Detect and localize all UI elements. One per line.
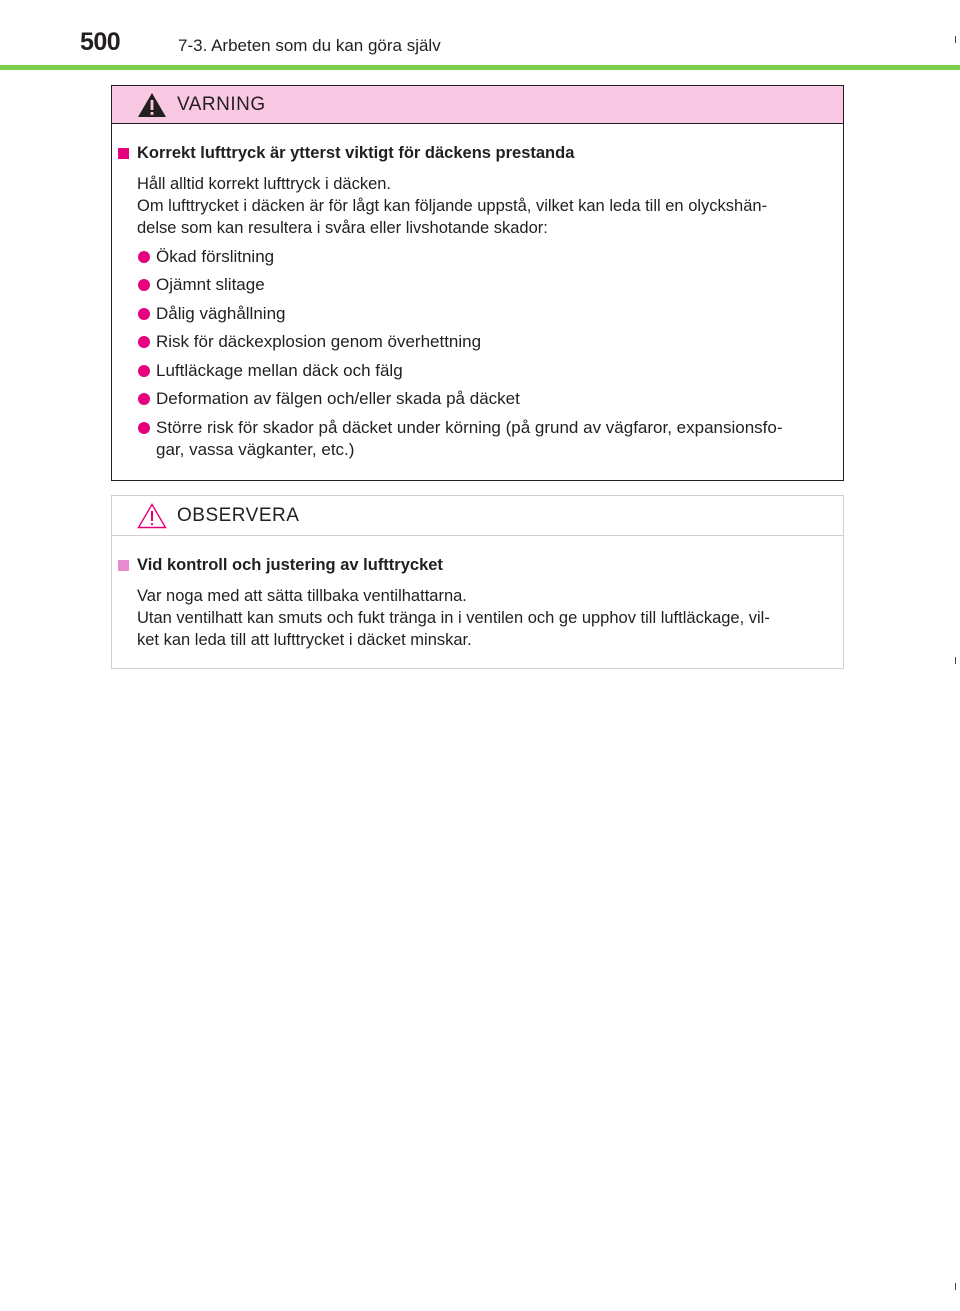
crop-mark xyxy=(955,36,956,43)
crop-mark xyxy=(955,657,956,664)
warning-bullet-list xyxy=(118,246,833,461)
warning-subheading-text: Korrekt lufttryck är ytterst viktigt för däckens prestanda xyxy=(137,144,575,162)
page-header xyxy=(0,0,960,70)
warning-triangle-icon xyxy=(137,92,167,118)
warning-subheading xyxy=(118,144,833,163)
circle-bullet-icon xyxy=(138,393,150,405)
list-item xyxy=(118,331,833,353)
list-item xyxy=(118,417,833,461)
warning-line: Håll alltid korrekt lufttryck i däcken. xyxy=(137,175,392,193)
list-item-text: Ojämnt slitage xyxy=(156,275,265,294)
notice-line: Utan ventilhatt kan smuts och fukt tränga in i ventilen och ge upphov till luftläckage, vil- xyxy=(137,609,770,627)
notice-title: OBSERVERA xyxy=(177,504,300,526)
notice-body xyxy=(112,536,843,651)
warning-body xyxy=(112,124,843,461)
notice-line: ket kan leda till att lufttrycket i däcket minskar. xyxy=(137,631,472,649)
circle-bullet-icon xyxy=(138,422,150,434)
notice-paragraph xyxy=(137,585,833,651)
notice-subheading xyxy=(118,556,833,575)
list-item-text: Risk för däckexplosion genom överhettning xyxy=(156,332,482,351)
list-item-text: Deformation av fälgen och/eller skada på däcket xyxy=(156,389,520,408)
square-bullet-icon xyxy=(118,148,129,159)
list-item-text: Större risk för skador på däcket under körning (på grund av vägfaror, expansionsfo- gar, vassa vägkanter, etc.) xyxy=(156,417,783,459)
warning-paragraph xyxy=(137,173,833,239)
list-item-text: Ökad förslitning xyxy=(156,246,275,266)
square-bullet-icon xyxy=(118,560,129,571)
warning-box xyxy=(111,85,844,481)
warning-title: VARNING xyxy=(177,93,266,115)
warning-line: delse som kan resultera i svåra eller livshotande skador: xyxy=(137,219,548,237)
list-item-text: Dålig väghållning xyxy=(156,303,286,323)
list-item xyxy=(118,388,833,410)
circle-bullet-icon xyxy=(138,308,150,320)
notice-box xyxy=(111,495,844,669)
circle-bullet-icon xyxy=(138,365,150,377)
warning-line: Om lufttrycket i däcken är för lågt kan följande uppstå, vilket kan leda till en olyckshän- xyxy=(137,197,768,215)
notice-line: Var noga med att sätta tillbaka ventilhattarna. xyxy=(137,587,467,605)
caution-triangle-outline-icon xyxy=(137,503,167,529)
notice-header xyxy=(112,496,843,536)
circle-bullet-icon xyxy=(138,279,150,291)
notice-subheading-text: Vid kontroll och justering av lufttrycket xyxy=(137,556,443,574)
section-title: 7-3. Arbeten som du kan göra själv xyxy=(178,36,441,55)
circle-bullet-icon xyxy=(138,336,150,348)
list-item xyxy=(118,303,833,325)
circle-bullet-icon xyxy=(138,251,150,263)
page-number: 500 xyxy=(80,28,121,56)
list-item-text: Luftläckage mellan däck och fälg xyxy=(156,360,403,380)
list-item xyxy=(118,274,833,296)
crop-mark xyxy=(955,1283,956,1290)
header-rule xyxy=(0,65,960,70)
list-item xyxy=(118,360,833,382)
warning-header xyxy=(112,86,843,124)
list-item xyxy=(118,246,833,268)
